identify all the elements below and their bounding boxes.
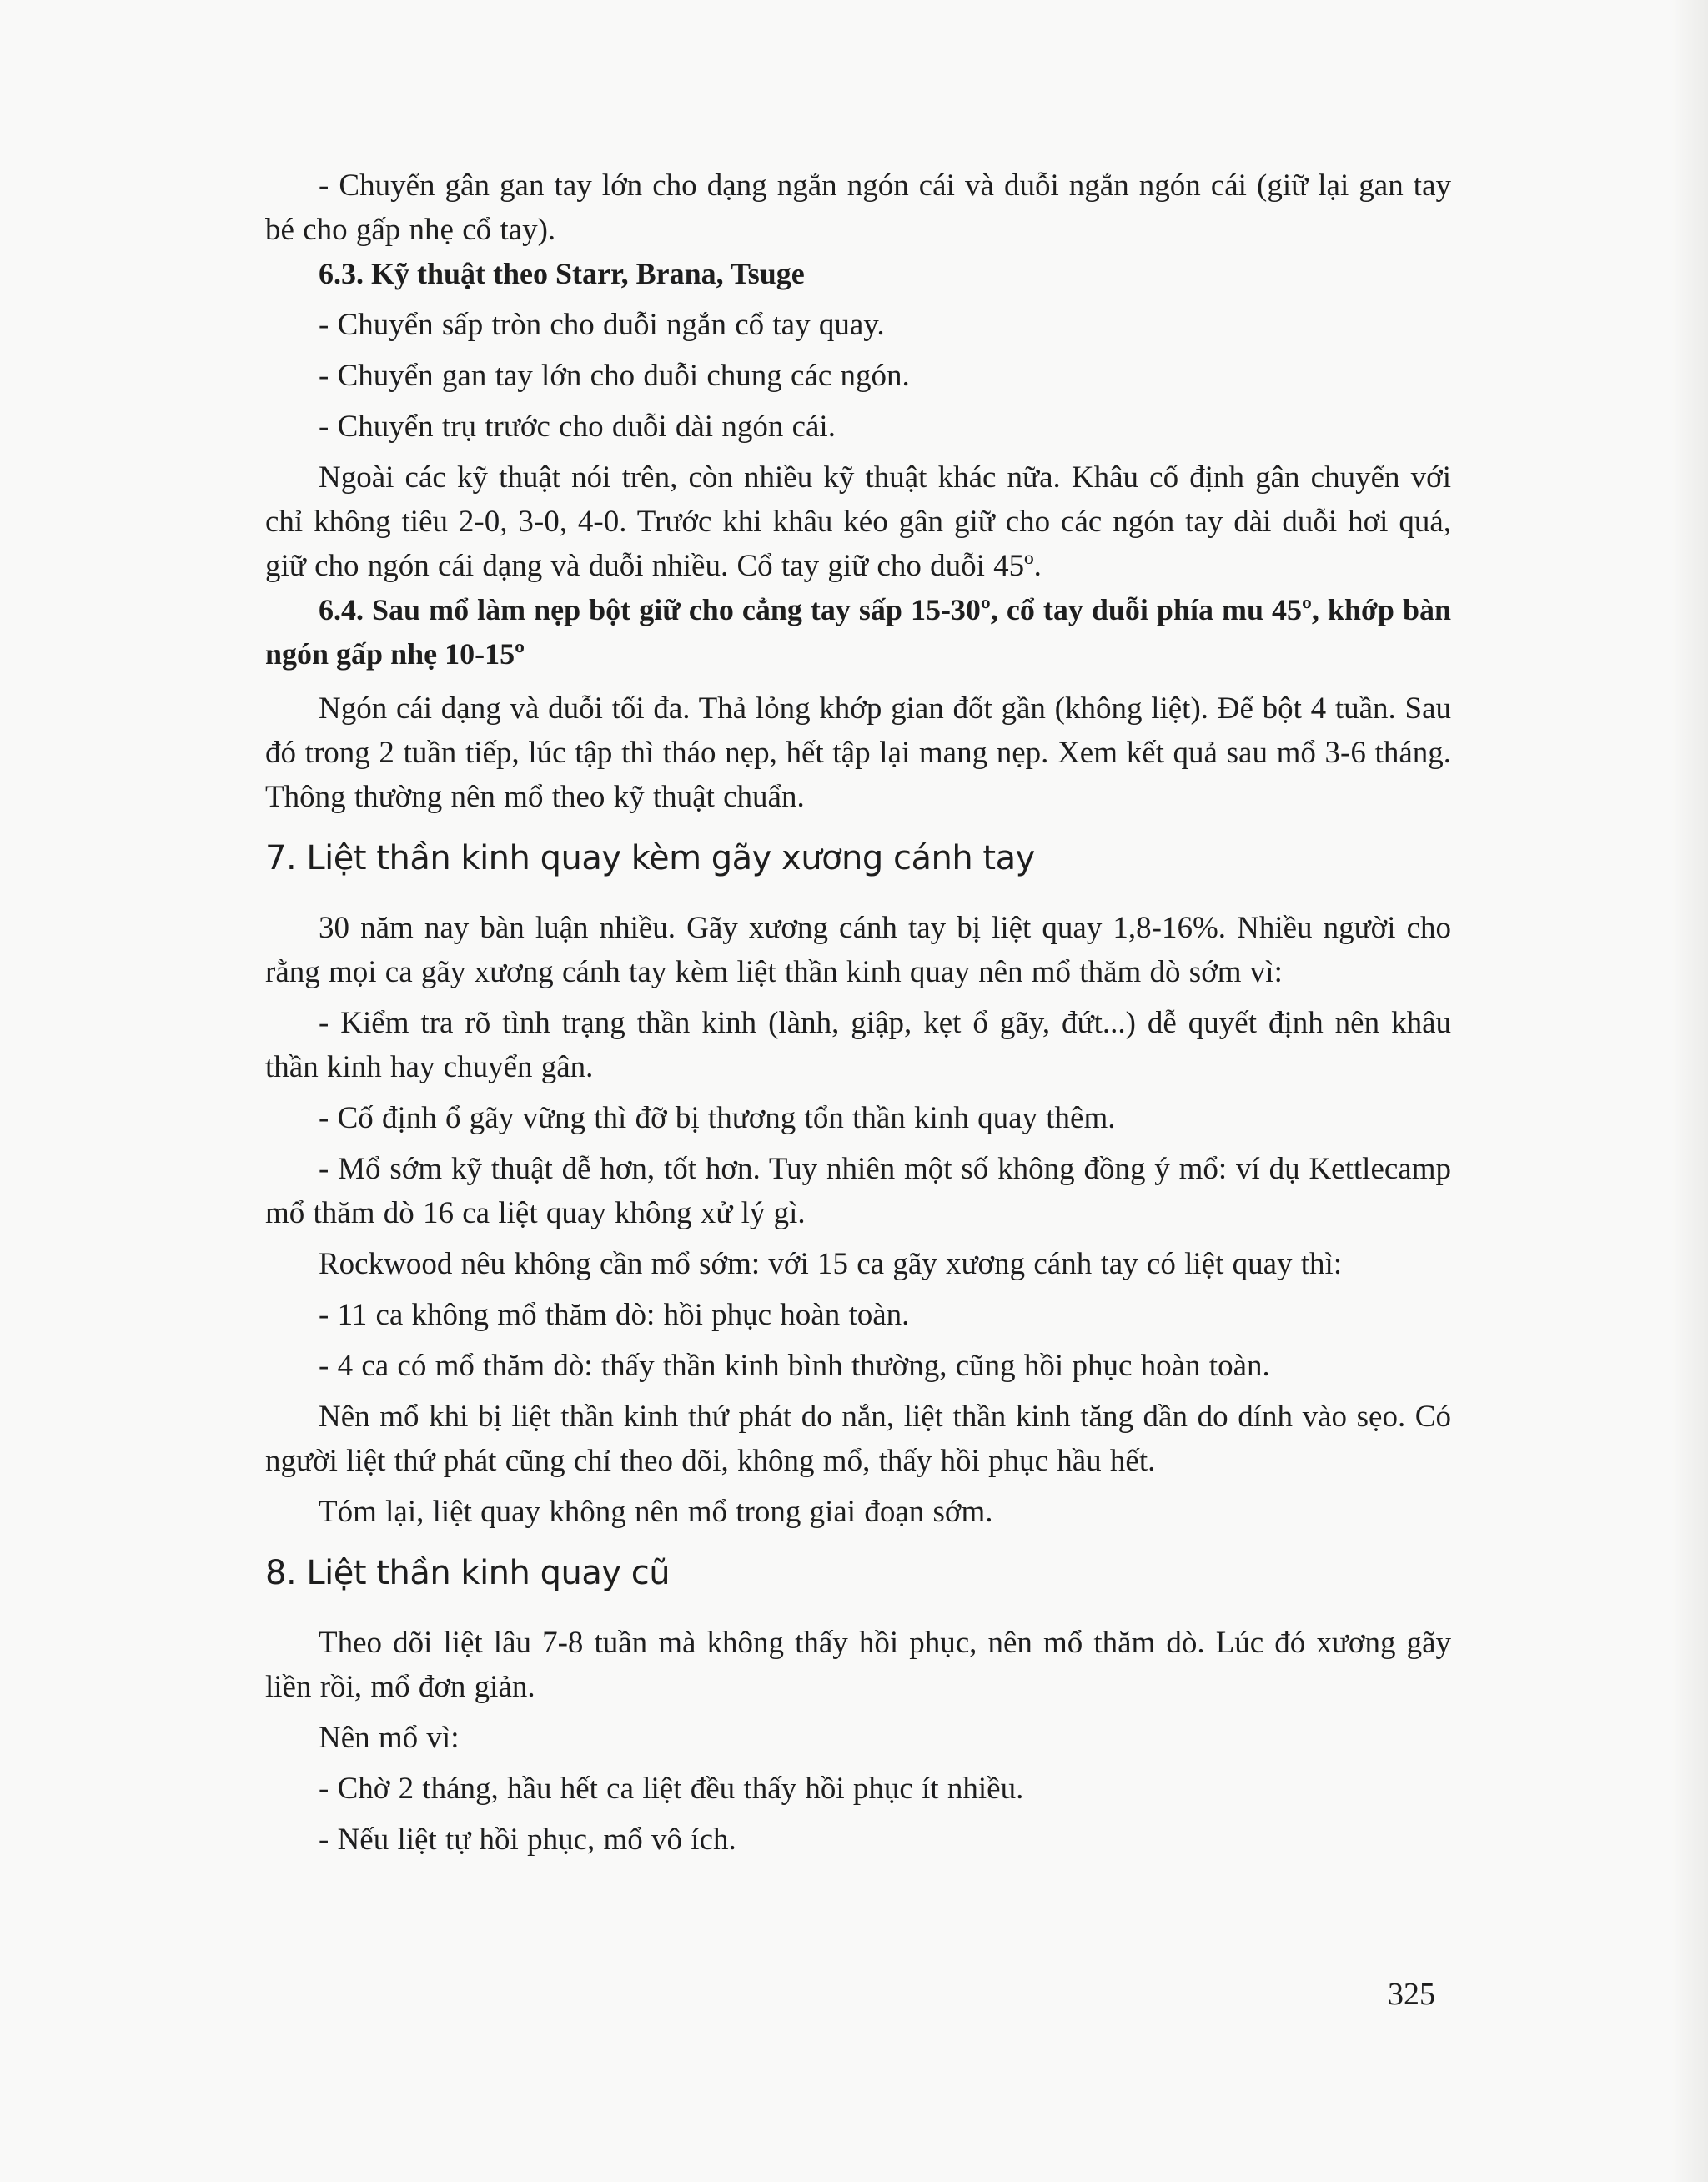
- page-edge-shadow: [1670, 0, 1708, 2182]
- bullet-tendon-transfer-2: - Chuyển sấp tròn cho duỗi ngắn cổ tay quay.: [319, 308, 885, 342]
- paragraph-rockwood: Rockwood nêu không cần mổ sớm: với 15 ca gãy xương cánh tay có liệt quay thì:: [319, 1247, 1343, 1281]
- paragraph-follow-up: Theo dõi liệt lâu 7-8 tuần mà không thấy hồi phục, nên mổ thăm dò. Lúc đó xương gãy liền rồi, mổ đơn giản.: [265, 1626, 1451, 1704]
- bullet-tendon-transfer-3: - Chuyển gan tay lớn cho duỗi chung các ngón.: [319, 359, 910, 393]
- paragraph-summary: Tóm lại, liệt quay không nên mổ trong giai đoạn sớm.: [319, 1495, 993, 1529]
- paragraph-discussion: 30 năm nay bàn luận nhiều. Gãy xương cánh tay bị liệt quay 1,8-16%. Nhiều người cho rằng mọi ca gãy xương cánh tay kèm liệt thần kinh quay nên mổ thăm dò sớm vì:: [265, 911, 1451, 989]
- paragraph-other-techniques: Ngoài các kỹ thuật nói trên, còn nhiều kỹ thuật khác nữa. Khâu cố định gân chuyển với chỉ không tiêu 2-0, 3-0, 4-0. Trước khi khâu kéo gân giữ cho các ngón tay dài duỗi hơi quá, giữ cho ngón cái dạng và duỗi nhiều. Cổ tay giữ cho duỗi 45º.: [265, 460, 1451, 583]
- page-content: [265, 163, 1451, 1862]
- paragraph-post-op-care: Ngón cái dạng và duỗi tối đa. Thả lỏng khớp gian đốt gần (không liệt). Để bột 4 tuần. Sau đó trong 2 tuần tiếp, lúc tập thì tháo nẹp, hết tập lại mang nẹp. Xem kết quả sau mổ 3-6 tháng. Thông thường nên mổ theo kỹ thuật chuẩn.: [265, 691, 1451, 814]
- bullet-self-recovery: - Nếu liệt tự hồi phục, mổ vô ích.: [319, 1823, 736, 1857]
- paragraph-reasons: Nên mổ vì:: [319, 1721, 460, 1755]
- bullet-wait-two-months: - Chờ 2 tháng, hầu hết ca liệt đều thấy hồi phục ít nhiều.: [319, 1772, 1024, 1806]
- bullet-tendon-transfer-4: - Chuyển trụ trước cho duỗi dài ngón cái.: [319, 410, 836, 444]
- paragraph-secondary-palsy: Nên mổ khi bị liệt thần kinh thứ phát do nắn, liệt thần kinh tăng dần do dính vào sẹo. Có người liệt thứ phát cũng chỉ theo dõi, không mổ, thấy hồi phục hầu hết.: [265, 1400, 1451, 1478]
- bullet-with-exploration: - 4 ca có mổ thăm dò: thấy thần kinh bình thường, cũng hồi phục hoàn toàn.: [319, 1349, 1270, 1383]
- bullet-no-exploration: - 11 ca không mổ thăm dò: hồi phục hoàn toàn.: [319, 1298, 910, 1332]
- subheading-6-3: 6.3. Kỹ thuật theo Starr, Brana, Tsuge: [319, 257, 805, 290]
- section-heading-7: 7. Liệt thần kinh quay kèm gãy xương cánh tay: [265, 839, 1035, 877]
- bullet-check-nerve: - Kiểm tra rõ tình trạng thần kinh (lành, giập, kẹt ổ gãy, đứt...) dễ quyết định nên khâu thần kinh hay chuyển gân.: [265, 1006, 1451, 1084]
- bullet-tendon-transfer-1: - Chuyển gân gan tay lớn cho dạng ngắn ngón cái và duỗi ngắn ngón cái (giữ lại gan tay bé cho gấp nhẹ cổ tay).: [265, 168, 1451, 247]
- bullet-early-surgery: - Mổ sớm kỹ thuật dễ hơn, tốt hơn. Tuy nhiên một số không đồng ý mổ: ví dụ Kettlecamp mổ thăm dò 16 ca liệt quay không xử lý gì.: [265, 1152, 1451, 1230]
- section-heading-8: 8. Liệt thần kinh quay cũ: [265, 1554, 671, 1592]
- subheading-6-4: 6.4. Sau mổ làm nẹp bột giữ cho cẳng tay sấp 15-30º, cổ tay duỗi phía mu 45º, khớp bàn ngón gấp nhẹ 10-15º: [265, 593, 1451, 671]
- page-number: 325: [1388, 1977, 1435, 2012]
- bullet-stabilize-fracture: - Cố định ổ gãy vững thì đỡ bị thương tổn thần kinh quay thêm.: [319, 1101, 1116, 1135]
